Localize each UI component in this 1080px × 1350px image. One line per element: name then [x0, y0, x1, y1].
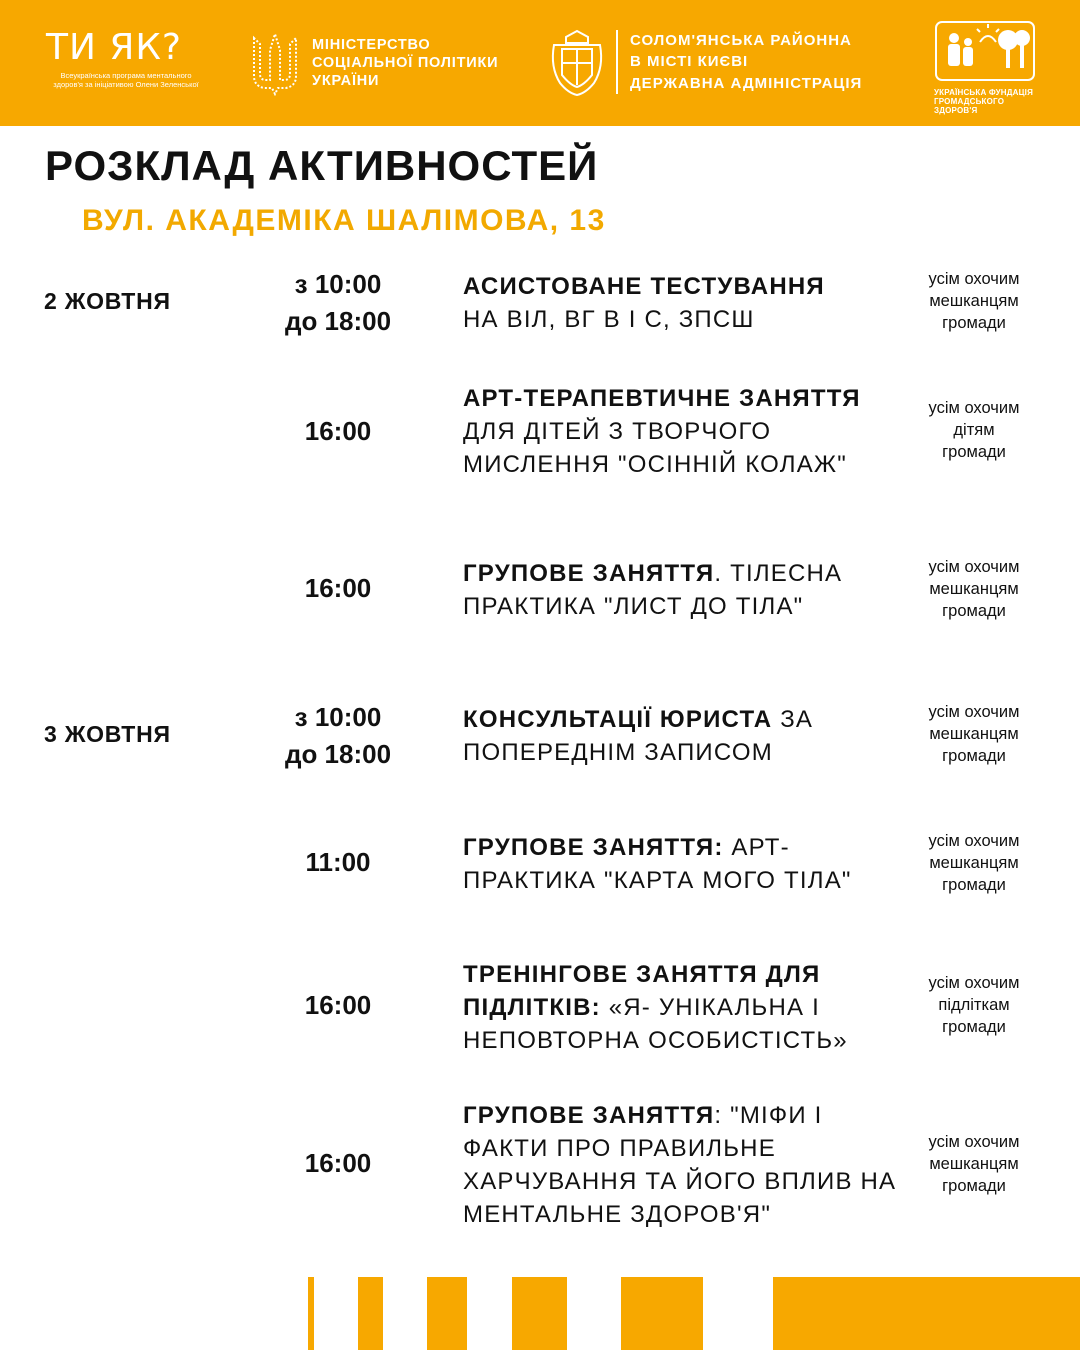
tiyak-logo-subtitle: Всеукраїнська програма ментального здоров'я за ініціативою Олени Зеленської	[53, 71, 199, 89]
time-start: з 10:00	[294, 269, 382, 299]
audience-line-2: дітям	[953, 421, 995, 439]
activity-details: ДЛЯ ДІТЕЙ З ТВОРЧОГО МИСЛЕННЯ "ОСІННІЙ КОЛАЖ"	[463, 418, 847, 478]
audience-line-3: громади	[942, 747, 1006, 765]
audience-line-2: мешканцям	[929, 725, 1019, 743]
activity-title: ГРУПОВЕ ЗАНЯТТЯ	[463, 1102, 715, 1129]
activity-title: ГРУПОВЕ ЗАНЯТТЯ:	[463, 834, 724, 861]
decorative-bar	[427, 1277, 467, 1350]
audience-line-1: усім охочим	[928, 558, 1020, 576]
foundation-line-1: УКРАЇНСЬКА ФУНДАЦІЯ	[934, 88, 1034, 97]
time-start: 16:00	[304, 990, 372, 1020]
district-line-2: В МІСТІ КИЄВІ	[630, 53, 749, 71]
activity-details: АРТ-ПРАКТИКА "КАРТА МОГО ТІЛА"	[463, 834, 852, 894]
activity-details: : "МІФИ І ФАКТИ ПРО ПРАВИЛЬНЕ ХАРЧУВАННЯ ТА ЙОГО ВПЛИВ НА МЕНТАЛЬНЕ ЗДОРОВ'Я"	[463, 1102, 897, 1228]
activity-details: НА ВІЛ, ВГ В І С, ЗПСШ	[463, 306, 755, 333]
time-start: з 10:00	[294, 702, 382, 732]
district-logo	[546, 25, 862, 99]
schedule-time	[258, 987, 418, 1024]
tiyak-logo	[46, 28, 211, 92]
page-title: РОЗКЛАД АКТИВНОСТЕЙ	[45, 142, 599, 189]
activity-title: КОНСУЛЬТАЦІЇ ЮРИСТА	[463, 706, 773, 733]
ministry-line-2: СОЦІАЛЬНОЇ ПОЛІТИКИ	[312, 55, 499, 71]
audience-line-1: усім охочим	[928, 270, 1020, 288]
audience	[905, 397, 1043, 463]
decorative-bar	[308, 1277, 314, 1350]
audience-line-2: мешканцям	[929, 1155, 1019, 1173]
trident-icon	[250, 30, 300, 96]
audience	[905, 830, 1043, 896]
schedule-time	[258, 1145, 418, 1182]
district-line-3: ДЕРЖАВНА АДМІНІСТРАЦІЯ	[630, 74, 863, 92]
schedule-time	[258, 266, 418, 340]
foundation-logo	[934, 20, 1038, 115]
ministry-line-1: МІНІСТЕРСТВО	[312, 37, 431, 53]
foundation-emblem-icon	[934, 20, 1038, 82]
time-start: 16:00	[304, 573, 372, 603]
schedule-time	[258, 570, 418, 607]
foundation-line-2: ГРОМАДСЬКОГО ЗДОРОВ'Я	[934, 97, 1005, 115]
schedule-date: 2 ЖОВТНЯ	[44, 288, 171, 314]
time-start: 11:00	[305, 847, 371, 877]
foundation-name	[934, 88, 1038, 115]
tiyak-logo-title: ТИ ЯК?	[46, 27, 183, 68]
audience-line-1: усім охочим	[928, 703, 1020, 721]
audience	[905, 556, 1043, 622]
activity-description	[463, 703, 903, 769]
audience-line-3: громади	[942, 876, 1006, 894]
audience-line-3: громади	[942, 602, 1006, 620]
audience	[905, 972, 1043, 1038]
audience-line-1: усім охочим	[928, 399, 1020, 417]
activity-title: АРТ-ТЕРАПЕВТИЧНЕ ЗАНЯТТЯ	[463, 385, 861, 412]
audience-line-2: мешканцям	[929, 580, 1019, 598]
schedule-time	[258, 413, 418, 450]
decorative-bar	[358, 1277, 383, 1350]
activity-title: АСИСТОВАНЕ ТЕСТУВАННЯ	[463, 273, 825, 300]
decorative-bar	[621, 1277, 703, 1350]
audience-line-3: громади	[942, 1018, 1006, 1036]
audience	[905, 268, 1043, 334]
decorative-bar	[773, 1277, 1080, 1350]
audience-line-1: усім охочим	[928, 1133, 1020, 1151]
ministry-name	[312, 36, 498, 90]
schedule-time	[258, 699, 418, 773]
activity-title: ТРЕНІНГОВЕ ЗАНЯТТЯ ДЛЯ ПІДЛІТКІВ:	[463, 961, 821, 1021]
activity-details: . ТІЛЕСНА ПРАКТИКА "ЛИСТ ДО ТІЛА"	[463, 560, 843, 620]
time-end: до 18:00	[284, 739, 392, 769]
time-start: 16:00	[304, 1148, 372, 1178]
audience-line-1: усім охочим	[928, 974, 1020, 992]
audience	[905, 701, 1043, 767]
district-line-1: СОЛОМ'ЯНСЬКА РАЙОННА	[630, 31, 852, 49]
activity-details: «Я- УНІКАЛЬНА І НЕПОВТОРНА ОСОБИСТІСТЬ»	[463, 994, 848, 1054]
audience-line-2: підліткам	[938, 996, 1010, 1014]
ministry-line-3: УКРАЇНИ	[312, 73, 380, 89]
audience	[905, 1131, 1043, 1197]
activity-description	[463, 958, 903, 1057]
audience-line-3: громади	[942, 314, 1006, 332]
activity-details: ЗА ПОПЕРЕДНІМ ЗАПИСОМ	[463, 706, 814, 766]
coat-of-arms-icon	[546, 27, 608, 97]
audience-line-1: усім охочим	[928, 832, 1020, 850]
audience-line-3: громади	[942, 443, 1006, 461]
activity-description	[463, 1099, 903, 1231]
activity-title: ГРУПОВЕ ЗАНЯТТЯ	[463, 560, 715, 587]
time-end: до 18:00	[284, 306, 392, 336]
activity-description	[463, 382, 903, 481]
audience-line-2: мешканцям	[929, 854, 1019, 872]
activity-description	[463, 557, 903, 623]
district-name	[616, 30, 862, 95]
ministry-logo	[250, 28, 498, 98]
activity-description	[463, 831, 903, 897]
decorative-bar	[512, 1277, 567, 1350]
schedule-time	[258, 844, 418, 881]
activity-description	[463, 270, 903, 336]
audience-line-2: мешканцям	[929, 292, 1019, 310]
time-start: 16:00	[304, 416, 372, 446]
schedule-date: 3 ЖОВТНЯ	[44, 721, 171, 747]
header-band	[0, 0, 1080, 126]
audience-line-3: громади	[942, 1177, 1006, 1195]
address-subtitle: ВУЛ. АКАДЕМІКА ШАЛІМОВА, 13	[82, 204, 606, 237]
